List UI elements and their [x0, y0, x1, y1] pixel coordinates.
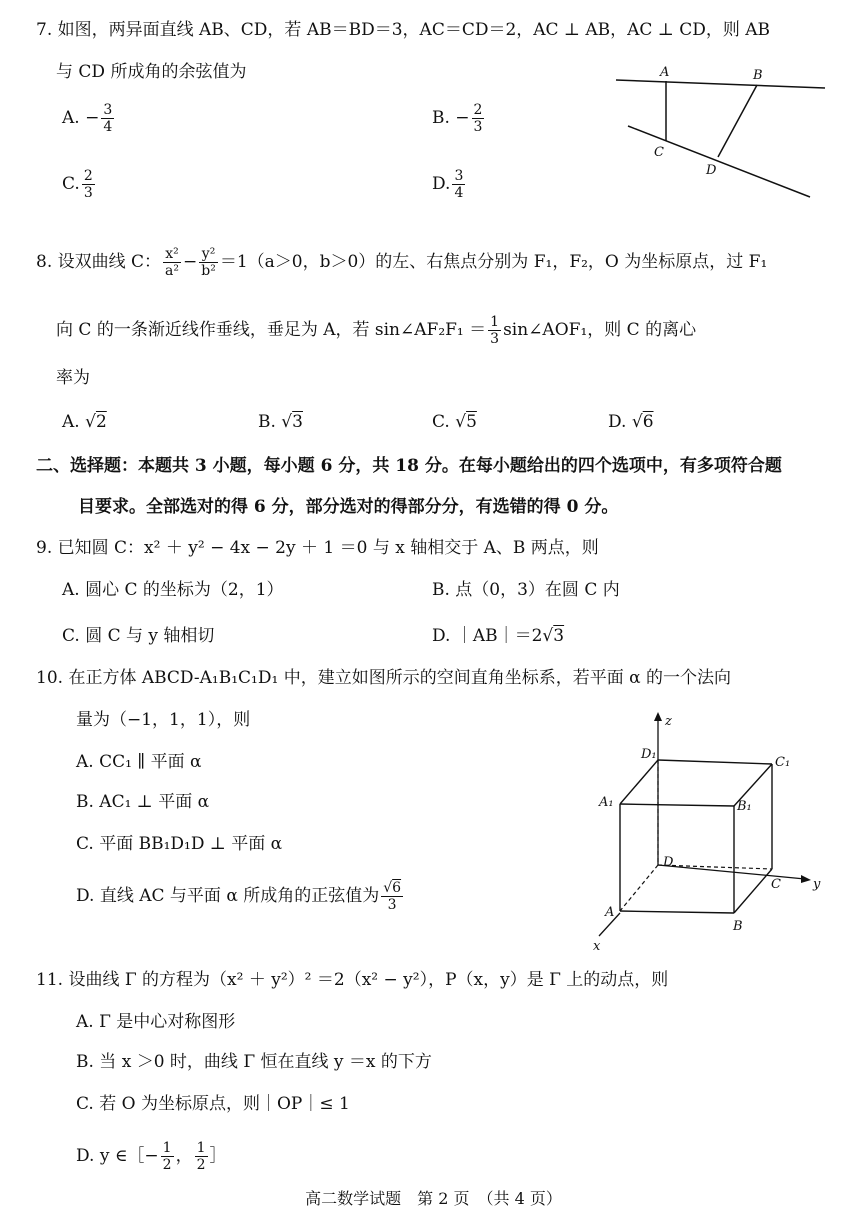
q10-label-b: B	[733, 919, 743, 934]
q11-option-b[interactable]: B. 当 x ＞0 时，曲线 Γ 恒在直线 y ＝x 的下方	[76, 1052, 432, 1072]
q10-label-d1: D₁	[641, 747, 657, 762]
q11-option-c[interactable]: C. 若 O 为坐标原点，则｜OP｜≤ 1	[76, 1094, 350, 1114]
q7-stem-line1: 7. 如图，两异面直线 AB、CD，若 AB＝BD＝3，AC＝CD＝2，AC ⊥ AB，AC ⊥ CD，则 AB	[36, 20, 771, 40]
q10-cube-figure	[585, 708, 835, 958]
q10-option-a[interactable]: A. CC₁ ∥ 平面 α	[76, 752, 202, 772]
q10-stem-line1: 10. 在正方体 ABCD-A₁B₁C₁D₁ 中，建立如图所示的空间直角坐标系，若平面 α 的一个法向	[36, 668, 731, 688]
q7-label-b: B	[753, 68, 763, 83]
q10-label-c1: C₁	[775, 755, 791, 770]
q10-option-c[interactable]: C. 平面 BB₁D₁D ⊥ 平面 α	[76, 834, 283, 854]
q10-option-d[interactable]: D. 直线 AC 与平面 α 所成角的正弦值为 $\frac{√6}{3}$	[76, 880, 402, 913]
q9-option-b[interactable]: B. 点（0，3）在圆 C 内	[432, 580, 620, 600]
q7-option-b[interactable]: B. − $\frac{2}{3}$	[432, 102, 483, 135]
q7-option-a[interactable]: A. − $\frac{3}{4}$	[62, 102, 113, 135]
q10-label-a: A	[605, 905, 615, 920]
q7-label-a: A	[660, 65, 670, 80]
q10-axis-label-z: z	[665, 714, 672, 729]
q10-label-a1: A₁	[599, 795, 614, 810]
q8-stem-line1: 8. 设双曲线 C： $\frac{\text{x²}}{\text{a²}}$ − $\frac{\text{y²}}{\text{b²}}$ ＝1（a＞0，b＞0）的左、右焦点分别为 F₁，F₂，O 为坐标原点，过 F₁	[36, 246, 768, 279]
q8-stem-line2: 向 C 的一条渐近线作垂线，垂足为 A，若 sin∠AF₂F₁ ＝ $\frac{1}{3}$ sin∠AOF₁，则 C 的离心	[56, 314, 697, 347]
q11-option-a[interactable]: A. Γ 是中心对称图形	[76, 1012, 236, 1032]
q7-option-d[interactable]: D. $\frac{3}{4}$	[432, 168, 464, 201]
q10-label-b1: B₁	[737, 799, 752, 814]
q11-option-d[interactable]: D. y ∈［− $\frac{1}{2}$ ， $\frac{1}{2}$ ］	[76, 1140, 227, 1173]
q9-stem: 9. 已知圆 C：x² ＋ y² − 4x − 2y ＋ 1 ＝0 与 x 轴相交于 A、B 两点，则	[36, 538, 599, 558]
q7-label-c: C	[654, 145, 664, 160]
q11-stem: 11. 设曲线 Γ 的方程为（x² ＋ y²）² ＝2（x² − y²），P（x，y）是 Γ 上的动点，则	[36, 970, 669, 990]
q7-label-d: D	[706, 163, 717, 178]
q8-option-a[interactable]: A. √2	[62, 412, 107, 432]
q10-stem-line2: 量为（−1，1，1），则	[76, 710, 251, 730]
q10-label-d: D	[663, 855, 674, 870]
q7-skew-lines-figure	[610, 60, 840, 205]
page-footer: 高二数学试题 第 2 页 （共 4 页）	[305, 1189, 562, 1208]
q8-option-d[interactable]: D. √6	[608, 412, 654, 432]
q8-option-b[interactable]: B. √3	[258, 412, 303, 432]
q10-axis-label-x: x	[593, 939, 601, 954]
q10-option-b[interactable]: B. AC₁ ⊥ 平面 α	[76, 792, 210, 812]
q10-axis-label-y: y	[813, 877, 821, 892]
q7-option-c[interactable]: C. $\frac{2}{3}$	[62, 168, 93, 201]
section-2-heading: 二、选择题：本题共 3 小题，每小题 6 分，共 18 分。在每小题给出的四个选项中，有多项符合题	[36, 456, 782, 476]
q9-option-c[interactable]: C. 圆 C 与 y 轴相切	[62, 626, 215, 646]
section-2-instructions: 目要求。全部选对的得 6 分，部分选对的得部分分，有选错的得 0 分。	[78, 497, 619, 517]
q8-stem-line3: 率为	[56, 368, 90, 388]
q10-label-c: C	[771, 877, 781, 892]
q9-option-d[interactable]: D. ｜AB｜＝2√3	[432, 626, 565, 646]
q7-stem-line2: 与 CD 所成角的余弦值为	[56, 62, 247, 82]
q9-option-a[interactable]: A. 圆心 C 的坐标为（2，1）	[62, 580, 284, 600]
q8-option-c[interactable]: C. √5	[432, 412, 477, 432]
